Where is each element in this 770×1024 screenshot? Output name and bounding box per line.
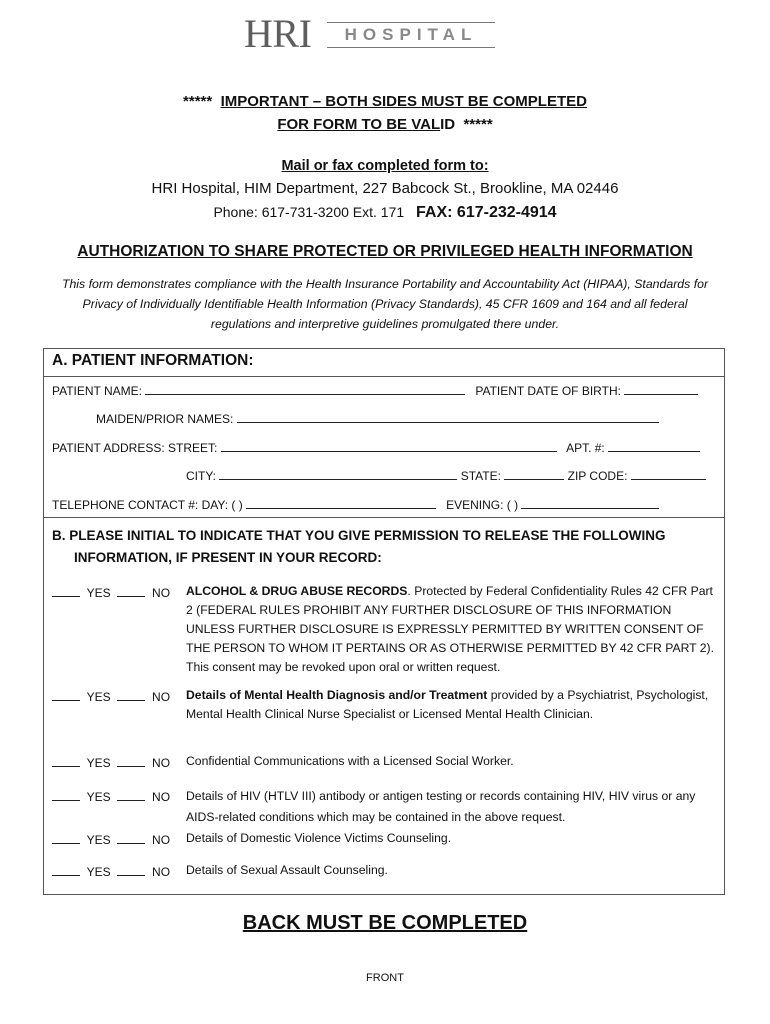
release-item-text: Confidential Communications with a Licensed Social Worker. (186, 754, 514, 768)
intro-paragraph: This form demonstrates compliance with the Health Insurance Portability and Accountability Act (HIPAA), Standards for Privacy of Individually Identifiable Health Information (Privacy Standards), 45 CFR 1609 and 164 and all federal regulations and interpretive guidelines promulgated there under. (61, 277, 709, 331)
no-label: NO (152, 833, 171, 847)
release-item-title: Details of Mental Health Diagnosis and/or Treatment (186, 688, 488, 702)
important-stars-2: ***** (463, 116, 493, 133)
logo-hospital-text: HOSPITAL (327, 22, 495, 48)
maiden-field[interactable] (237, 410, 659, 423)
release-item-2 (186, 686, 714, 724)
initial-yes-field[interactable] (52, 689, 80, 701)
section-b-heading: B. PLEASE INITIAL TO INDICATE THAT YOU GIVE PERMISSION TO RELEASE THE FOLLOWING INFORMATION, IF PRESENT IN YOUR RECORD: (52, 528, 666, 565)
address-row (52, 439, 700, 456)
initial-row-3 (52, 755, 170, 770)
tel-day-label: TELEPHONE CONTACT #: DAY: ( ) (52, 498, 243, 512)
yes-label: YES (86, 790, 111, 804)
street-field[interactable] (221, 439, 557, 452)
section-a-box (43, 348, 725, 518)
tel-evening-field[interactable] (521, 496, 659, 509)
initial-yes-field[interactable] (52, 789, 80, 801)
important-notice-line2 (0, 114, 770, 136)
important-text: IMPORTANT – BOTH SIDES MUST BE COMPLETED (220, 93, 587, 110)
zip-field[interactable] (631, 467, 706, 480)
form-title: AUTHORIZATION TO SHARE PROTECTED OR PRIVILEGED HEALTH INFORMATION (77, 243, 693, 260)
release-item-5 (186, 829, 714, 848)
phone-line (0, 204, 770, 222)
important-notice-line1 (0, 91, 770, 113)
initial-row-4 (52, 789, 170, 804)
initial-row-6 (52, 864, 170, 879)
yes-label: YES (86, 756, 111, 770)
telephone-row (52, 496, 659, 513)
release-item-3 (186, 752, 714, 771)
city-row (186, 467, 706, 484)
initial-no-field[interactable] (117, 864, 145, 876)
dob-label: PATIENT DATE OF BIRTH: (475, 384, 621, 398)
important-stars: ***** (183, 93, 213, 110)
patient-name-field[interactable] (145, 382, 465, 395)
no-label: NO (152, 586, 171, 600)
initial-yes-field[interactable] (52, 864, 80, 876)
tel-day-field[interactable] (246, 496, 436, 509)
release-item-text: provided by a Psychiatrist, Psychologist, Mental Health Clinical Nurse Specialist or Licensed Mental Health Clinician. (186, 688, 709, 721)
back-must-be-completed: BACK MUST BE COMPLETED (242, 912, 528, 934)
initial-no-field[interactable] (117, 789, 145, 801)
city-field[interactable] (219, 467, 457, 480)
city-label: CITY: (186, 469, 217, 483)
initial-yes-field[interactable] (52, 755, 80, 767)
yes-label: YES (86, 586, 111, 600)
release-item-1 (186, 582, 714, 677)
yes-label: YES (86, 865, 111, 879)
important-text-2-rest: ID (440, 116, 456, 133)
fax-number: FAX: 617-232-4914 (416, 204, 557, 221)
release-item-text: Details of Sexual Assault Counseling. (186, 863, 388, 877)
release-item-4 (186, 786, 714, 828)
logo-hri-text: HRI (244, 11, 312, 56)
street-label: PATIENT ADDRESS: STREET: (52, 441, 218, 455)
zip-label: ZIP CODE: (567, 469, 628, 483)
no-label: NO (152, 865, 171, 879)
important-text-2: FOR FORM TO BE VAL (277, 116, 441, 133)
initial-no-field[interactable] (117, 832, 145, 844)
section-a-heading: A. PATIENT INFORMATION: (52, 352, 254, 369)
dob-field[interactable] (624, 382, 698, 395)
no-label: NO (152, 790, 171, 804)
patient-name-row (52, 382, 698, 399)
apt-label: APT. #: (566, 441, 605, 455)
initial-row-5 (52, 832, 170, 847)
tel-evening-label: EVENING: ( ) (446, 498, 519, 512)
initial-no-field[interactable] (117, 689, 145, 701)
no-label: NO (152, 756, 171, 770)
page-label: FRONT (366, 972, 404, 984)
state-label: STATE: (460, 469, 501, 483)
initial-no-field[interactable] (117, 755, 145, 767)
release-item-text: Details of HIV (HTLV III) antibody or antigen testing or records containing HIV, HIV virus or any AIDS-related conditions which may be contained in the above request. (186, 789, 696, 824)
maiden-row (96, 410, 659, 427)
initial-row-1 (52, 585, 170, 600)
release-item-text: . Protected by Federal Confidentiality Rules 42 CFR Part 2 (FEDERAL RULES PROHIBIT ANY FURTHER DISCLOSURE OF THIS INFORMATION UNLESS FURTHER DISCLOSURE IS EXPRESSLY PERMITTED BY WRITTEN CONSENT OF THE PERSON TO WHOM IT PERTAINS OR AS OTHERWISE PERMITTED BY 42 CFR PART 2). This consent may be revoked upon oral or written request. (186, 584, 714, 674)
no-label: NO (152, 690, 171, 704)
maiden-label: MAIDEN/PRIOR NAMES: (96, 412, 234, 426)
release-item-6 (186, 861, 714, 880)
initial-no-field[interactable] (117, 585, 145, 597)
release-item-title: ALCOHOL & DRUG ABUSE RECORDS (186, 584, 408, 598)
phone-number: Phone: 617-731-3200 Ext. 171 (213, 204, 405, 220)
patient-name-label: PATIENT NAME: (52, 384, 143, 398)
section-a-divider (43, 376, 725, 377)
yes-label: YES (86, 833, 111, 847)
state-field[interactable] (504, 467, 564, 480)
mail-heading: Mail or fax completed form to: (281, 158, 489, 174)
mail-address: HRI Hospital, HIM Department, 227 Babcock St., Brookline, MA 02446 (151, 180, 619, 197)
initial-row-2 (52, 689, 170, 704)
apt-field[interactable] (608, 439, 700, 452)
initial-yes-field[interactable] (52, 585, 80, 597)
initial-yes-field[interactable] (52, 832, 80, 844)
release-item-text: Details of Domestic Violence Victims Counseling. (186, 831, 452, 845)
yes-label: YES (86, 690, 111, 704)
